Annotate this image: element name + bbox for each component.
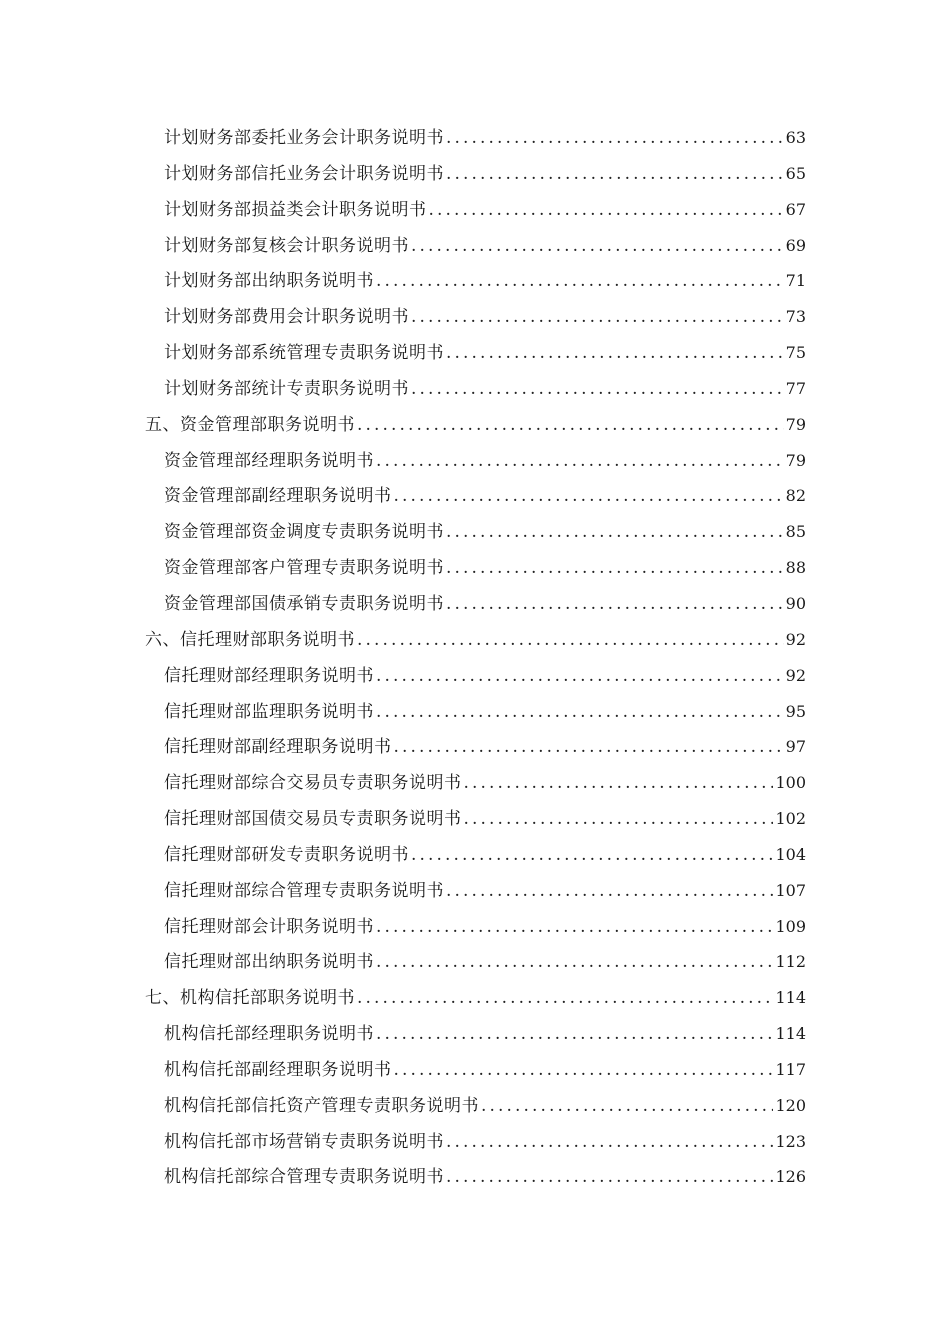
toc-entry[interactable]: [0, 1016, 950, 1052]
toc-page-number: 123: [775, 1131, 806, 1151]
toc-dot-leader: [446, 515, 784, 551]
toc-entry-title: 信托理财部监理职务说明书: [164, 701, 374, 722]
toc-entry[interactable]: [0, 120, 950, 156]
toc-page-number: 95: [785, 701, 806, 721]
toc-entry[interactable]: [0, 837, 950, 873]
toc-page-number: 90: [785, 593, 806, 613]
toc-entry-title: 机构信托部信托资产管理专责职务说明书: [164, 1095, 479, 1116]
toc-dot-leader: [446, 1125, 773, 1161]
toc-entry[interactable]: [0, 478, 950, 514]
toc-entry[interactable]: [0, 729, 950, 765]
toc-entry-title: 资金管理部国债承销专责职务说明书: [164, 593, 444, 614]
toc-entry[interactable]: [0, 299, 950, 335]
toc-entry[interactable]: [0, 514, 950, 550]
toc-entry-title: 信托理财部出纳职务说明书: [164, 952, 374, 973]
toc-dot-leader: [464, 802, 774, 838]
toc-entry-title: 信托理财部经理职务说明书: [164, 665, 374, 686]
toc-page-number: 112: [775, 952, 806, 972]
toc-entry-title: 计划财务部损益类会计职务说明书: [164, 199, 427, 220]
toc-page-number: 126: [775, 1167, 806, 1187]
toc-entry-title: 资金管理部经理职务说明书: [164, 450, 374, 471]
toc-page-number: 88: [785, 558, 806, 578]
toc-entry-title: 信托理财部研发专责职务说明书: [164, 844, 409, 865]
toc-dot-leader: [411, 300, 784, 336]
toc-entry-title: 计划财务部统计专责职务说明书: [164, 378, 409, 399]
toc-page-number: 120: [775, 1095, 806, 1115]
toc-entry-title: 计划财务部信托业务会计职务说明书: [164, 163, 444, 184]
toc-dot-leader: [446, 121, 784, 157]
toc-section-entry[interactable]: [0, 980, 950, 1016]
toc-page-number: 104: [775, 844, 806, 864]
toc-dot-leader: [357, 623, 784, 659]
toc-entry[interactable]: [0, 765, 950, 801]
toc-entry[interactable]: [0, 1052, 950, 1088]
toc-entry-title: 资金管理部副经理职务说明书: [164, 486, 392, 507]
toc-dot-leader: [376, 910, 773, 946]
toc-page-number: 92: [785, 629, 806, 649]
toc-entry-title: 信托理财部国债交易员专责职务说明书: [164, 809, 462, 830]
toc-dot-leader: [394, 730, 784, 766]
toc-page-number: 69: [785, 235, 806, 255]
toc-entry[interactable]: [0, 1124, 950, 1160]
toc-dot-leader: [464, 766, 774, 802]
toc-page-number: 85: [785, 522, 806, 542]
toc-entry-title: 计划财务部系统管理专责职务说明书: [164, 343, 444, 364]
toc-dot-leader: [446, 336, 784, 372]
toc-page-number: 107: [775, 880, 806, 900]
toc-dot-leader: [411, 372, 784, 408]
toc-entry[interactable]: [0, 586, 950, 622]
toc-entry[interactable]: [0, 801, 950, 837]
toc-dot-leader: [429, 193, 784, 229]
toc-page-number: 92: [785, 665, 806, 685]
toc-entry-title: 资金管理部客户管理专责职务说明书: [164, 558, 444, 579]
toc-entry-title: 信托理财部会计职务说明书: [164, 916, 374, 937]
toc-section-entry[interactable]: [0, 622, 950, 658]
toc-page-number: 77: [785, 378, 806, 398]
toc-dot-leader: [376, 695, 784, 731]
toc-entry-title: 机构信托部经理职务说明书: [164, 1024, 374, 1045]
toc-entry[interactable]: [0, 1088, 950, 1124]
toc-dot-leader: [411, 838, 773, 874]
toc-entry[interactable]: [0, 909, 950, 945]
toc-dot-leader: [376, 945, 773, 981]
toc-entry-title: 七、机构信托部职务说明书: [145, 988, 355, 1009]
toc-page-number: 100: [775, 773, 806, 793]
toc-entry-title: 信托理财部综合管理专责职务说明书: [164, 880, 444, 901]
toc-entry[interactable]: [0, 371, 950, 407]
toc-dot-leader: [481, 1089, 773, 1125]
toc-dot-leader: [394, 1053, 774, 1089]
toc-page-number: 117: [775, 1059, 806, 1079]
toc-dot-leader: [357, 408, 784, 444]
toc-dot-leader: [446, 551, 784, 587]
toc-dot-leader: [446, 157, 784, 193]
toc-dot-leader: [446, 874, 773, 910]
toc-dot-leader: [376, 1017, 773, 1053]
toc-dot-leader: [411, 229, 784, 265]
toc-page-number: 114: [775, 988, 806, 1008]
toc-page-number: 97: [785, 737, 806, 757]
table-of-contents: [0, 120, 950, 1195]
toc-entry[interactable]: [0, 443, 950, 479]
toc-page-number: 79: [785, 414, 806, 434]
toc-entry-title: 机构信托部综合管理专责职务说明书: [164, 1167, 444, 1188]
toc-entry-title: 计划财务部委托业务会计职务说明书: [164, 128, 444, 148]
toc-page-number: 109: [775, 916, 806, 936]
toc-entry-title: 五、资金管理部职务说明书: [145, 414, 355, 435]
toc-entry-title: 计划财务部复核会计职务说明书: [164, 235, 409, 256]
toc-entry-title: 计划财务部费用会计职务说明书: [164, 307, 409, 328]
toc-entry[interactable]: [0, 335, 950, 371]
toc-entry[interactable]: [0, 944, 950, 980]
toc-page-number: 73: [785, 307, 806, 327]
toc-dot-leader: [446, 1160, 773, 1196]
toc-entry[interactable]: [0, 1159, 950, 1195]
toc-page-number: 102: [775, 809, 806, 829]
toc-dot-leader: [376, 444, 784, 480]
toc-entry-title: 机构信托部副经理职务说明书: [164, 1059, 392, 1080]
toc-page-number: 114: [775, 1024, 806, 1044]
toc-page-number: 71: [785, 271, 806, 291]
toc-dot-leader: [357, 981, 773, 1017]
toc-page-number: 65: [785, 163, 806, 183]
toc-entry[interactable]: [0, 694, 950, 730]
toc-entry[interactable]: [0, 156, 950, 192]
toc-entry[interactable]: [0, 550, 950, 586]
toc-page-number: 75: [785, 343, 806, 363]
toc-page-number: 79: [785, 450, 806, 470]
toc-entry[interactable]: [0, 192, 950, 228]
toc-dot-leader: [394, 479, 784, 515]
toc-page-number: 82: [785, 486, 806, 506]
toc-section-entry[interactable]: [0, 407, 950, 443]
toc-entry-title: 机构信托部市场营销专责职务说明书: [164, 1131, 444, 1152]
toc-entry[interactable]: [0, 873, 950, 909]
toc-dot-leader: [376, 264, 784, 300]
toc-entry-title: 计划财务部出纳职务说明书: [164, 271, 374, 292]
toc-entry[interactable]: [0, 263, 950, 299]
toc-entry-title: 六、信托理财部职务说明书: [145, 629, 355, 650]
toc-entry-title: 信托理财部综合交易员专责职务说明书: [164, 773, 462, 794]
toc-page-number: 67: [785, 199, 806, 219]
toc-entry-title: 资金管理部资金调度专责职务说明书: [164, 522, 444, 543]
toc-entry-title: 信托理财部副经理职务说明书: [164, 737, 392, 758]
toc-dot-leader: [376, 659, 784, 695]
toc-entry[interactable]: [0, 658, 950, 694]
toc-entry[interactable]: [0, 228, 950, 264]
toc-page-number: 63: [785, 128, 806, 147]
toc-dot-leader: [446, 587, 784, 623]
